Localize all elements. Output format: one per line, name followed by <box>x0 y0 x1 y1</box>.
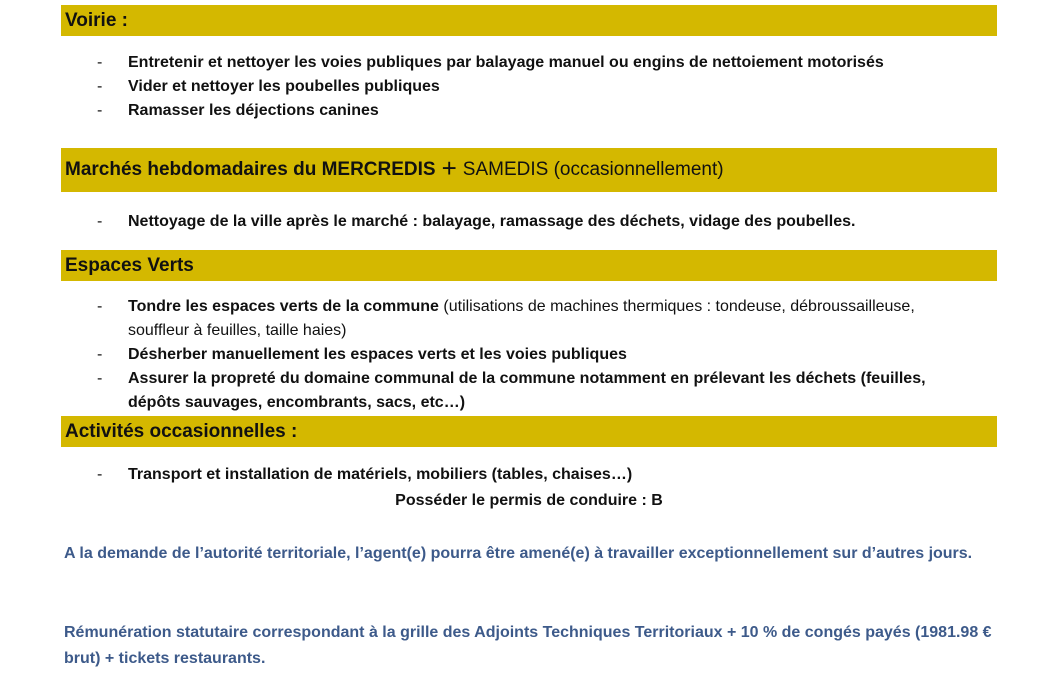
bullet-dash: - <box>97 466 103 483</box>
espaces-verts-list <box>97 295 977 415</box>
bullet-dash: - <box>97 298 103 315</box>
section-header-espaces-verts <box>61 250 997 281</box>
section-title-normal: SAMEDIS (occasionnellement) <box>462 159 724 180</box>
list-item: - Transport et installation de matériels, mobiliers (tables, chaises…) <box>97 463 977 487</box>
bullet-dash: - <box>97 346 103 363</box>
bullet-dash: - <box>97 102 103 119</box>
bullet-dash: - <box>97 78 103 95</box>
plus-sign: + <box>441 152 457 183</box>
bullet-dash: - <box>97 213 103 230</box>
list-item: - Assurer la propreté du domaine communal de la commune notamment en prélevant les déchets (feuilles, dépôts sauvages, encombrants, sacs, etc…) <box>97 367 977 415</box>
list-item: - Entretenir et nettoyer les voies publiques par balayage manuel ou engins de nettoiement motorisés <box>97 51 977 75</box>
marches-list <box>97 210 977 234</box>
section-title: Activités occasionnelles : <box>65 420 298 442</box>
list-item: - Ramasser les déjections canines <box>97 99 977 123</box>
list-item: - Nettoyage de la ville après le marché : balayage, ramassage des déchets, vidage des poubelles. <box>97 210 977 234</box>
bullet-dash: - <box>97 370 103 387</box>
voirie-list <box>97 51 977 123</box>
section-header-marches <box>61 148 997 192</box>
section-title: Voirie : <box>65 9 128 31</box>
bullet-dash: - <box>97 54 103 71</box>
section-title: Espaces Verts <box>65 254 194 276</box>
section-title-bold: Marchés hebdomadaires du MERCREDIS <box>65 159 436 180</box>
section-header-voirie <box>61 5 997 36</box>
list-item: - Désherber manuellement les espaces verts et les voies publiques <box>97 343 977 367</box>
paragraph-availability: A la demande de l’autorité territoriale, l’agent(e) pourra être amené(e) à travailler exceptionnellement sur d’autres jours. <box>64 545 973 562</box>
list-item: - Tondre les espaces verts de la commune (utilisations de machines thermiques : tondeuse, débroussailleuse, souffleur à feuilles, taille haies) <box>97 295 977 343</box>
paragraph-remuneration: Rémunération statutaire correspondant à la grille des Adjoints Techniques Territoriaux + 10 % de congés payés (1981.98 € brut) + tickets restaurants. <box>64 624 992 667</box>
permit-line: Posséder le permis de conduire : B <box>395 492 663 509</box>
activites-list <box>97 463 977 487</box>
section-header-activites <box>61 416 997 447</box>
list-item: - Vider et nettoyer les poubelles publiques <box>97 75 977 99</box>
